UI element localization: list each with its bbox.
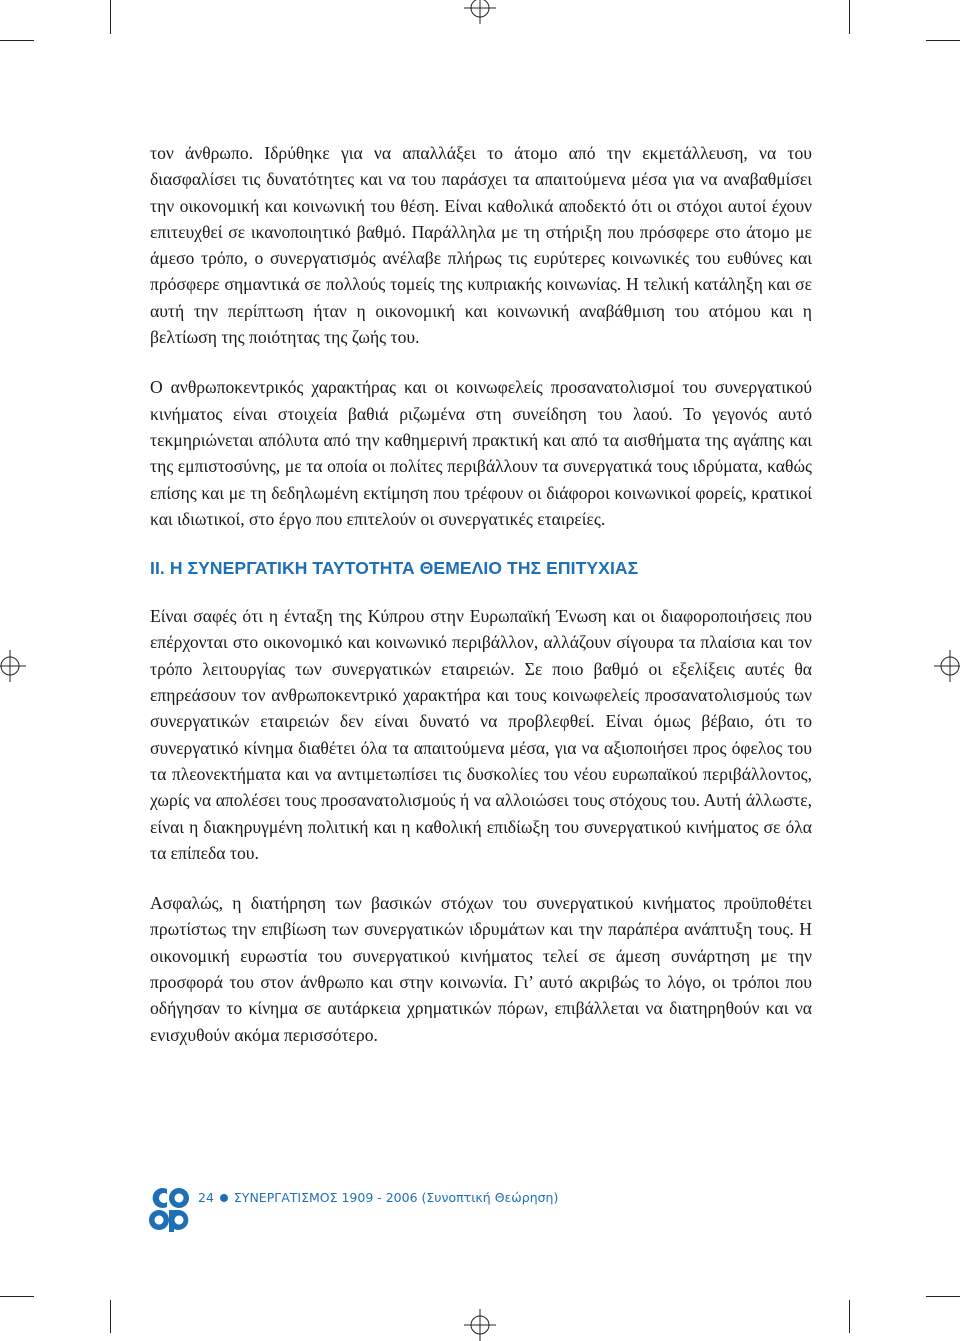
coop-logo-icon [148,1186,190,1232]
footer-title: ΣΥΝΕΡΓΑΤΙΣΜΟΣ 1909 - 2006 (Συνοπτική Θεώρηση) [233,1190,559,1205]
paragraph: Ο ανθρωποκεντρικός χαρακτήρας και οι κοινωφελείς προσανατολισμοί του συνεργατικού κινήματος είναι στοιχεία βαθιά ριζωμένα στη συνείδηση του λαού. Το γεγονός αυτό τεκμηριώνεται απόλυτα από την καθημερινή πρακτική και από τα αισθήματα της αγάπης και της εμπιστοσύνης, με τα οποία οι πολίτες περιβάλλουν τα συνεργατικά τους ιδρύματα, καθώς επίσης και με τη δεδηλωμένη εκτίμηση που τρέφουν οι διάφοροι κοινωνικοί φορείς, κρατικοί και ιδιωτικοί, στο έργο που επιτελούν οι συνεργατικές εταιρείες. [150,377,812,529]
registration-mark-right [934,650,960,682]
page-number: 24 [198,1190,214,1205]
bullet-dot-icon [220,1194,228,1202]
page-footer [148,1186,558,1234]
registration-mark-bottom [464,1309,496,1341]
section-heading: ΙΙ. Η ΣΥΝΕΡΓΑΤΙΚΗ ΤΑΥΤΟΤΗΤΑ ΘΕΜΕΛΙΟ ΤΗΣ ΕΠΙΤΥΧΙΑΣ [150,558,639,579]
paragraph: Ασφαλώς, η διατήρηση των βασικών στόχων του συνεργατικού κινήματος προϋποθέτει πρωτίστως την επιβίωση των συνεργατικών ιδρυμάτων και την παράπέρα ανάπτυξη τους. Η οικονομική ευρωστία του συνεργατικού κινήματος τελεί σε άμεση συνάρτηση με την προσφορά του στον άνθρωπο και στην κοινωνία. Γι’ αυτό ακριβώς το λόγο, οι τρόποι που οδήγησαν το κίνημα σε αυτάρκεια χρηματικών πόρων, επιβάλλεται να διατηρηθούν και να ενισχυθούν ακόμα περισσότερο. [150,893,812,1045]
footer-caption [198,1190,558,1205]
body-text [150,140,812,1048]
paragraph: Είναι σαφές ότι η ένταξη της Κύπρου στην Ευρωπαϊκή Ένωση και οι διαφοροποιήσεις που επέρχονται στο οικονομικό και κοινωνικό περιβάλλον, αλλάζουν σίγουρα τα πλαίσια και τον τρόπο λειτουργίας των συνεργατικών εταιρειών. Σε ποιο βαθμό οι εξελίξεις αυτές θα επηρεάσουν τον ανθρωποκεντρικό χαρακτήρα και τους κοινωφελείς προσανατολισμούς των συνεργατικών εταιρειών δεν είναι δυνατό να προβλεφθεί. Είναι όμως βέβαιο, ότι το συνεργατικό κίνημα διαθέτει όλα τα απαιτούμενα μέσα, για να αξιοποιήσει προς όφελος του τα πλεονεκτήματα και να αντιμετωπίσει τις δυσκολίες του νέου ευρωπαϊκού περιβάλλοντος, χωρίς να απολέσει τους προσανατολισμούς ή να αλλοιώσει τους στόχους του. Αυτή άλλωστε, είναι η διακηρυγμένη πολιτική και η καθολική επιδίωξη του συνεργατικού κινήματος σε όλα τα επίπεδα του. [150,606,812,863]
paragraph: τον άνθρωπο. Ιδρύθηκε για να απαλλάξει το άτομο από την εκμετάλλευση, να του διασφαλίσει τις δυνατότητες και να του παράσχει τα απαιτούμενα μέσα για να αναβαθμίσει την οικονομική και κοινωνική του θέση. Είναι καθολικά αποδεκτό ότι οι στόχοι αυτοί έχουν επιτευχθεί σε ικανοποιητικό βαθμό. Παράλληλα με τη στήριξη που πρόσφερε στο άτομο με άμεσο τρόπο, ο συνεργατισμός ανέλαβε πλήρως τις ευρύτερες κοινωνικές του ευθύνες και πρόσφερε σημαντικά σε πολλούς τομείς της κυπριακής κοινωνίας. Η τελική κατάληξη και σε αυτή την περίπτωση ήταν η οικονομική και κοινωνική αναβάθμιση του ατόμου και η βελτίωση της ποιότητας της ζωής του. [150,143,812,348]
registration-mark-left [0,650,26,682]
registration-mark-top [464,0,496,24]
